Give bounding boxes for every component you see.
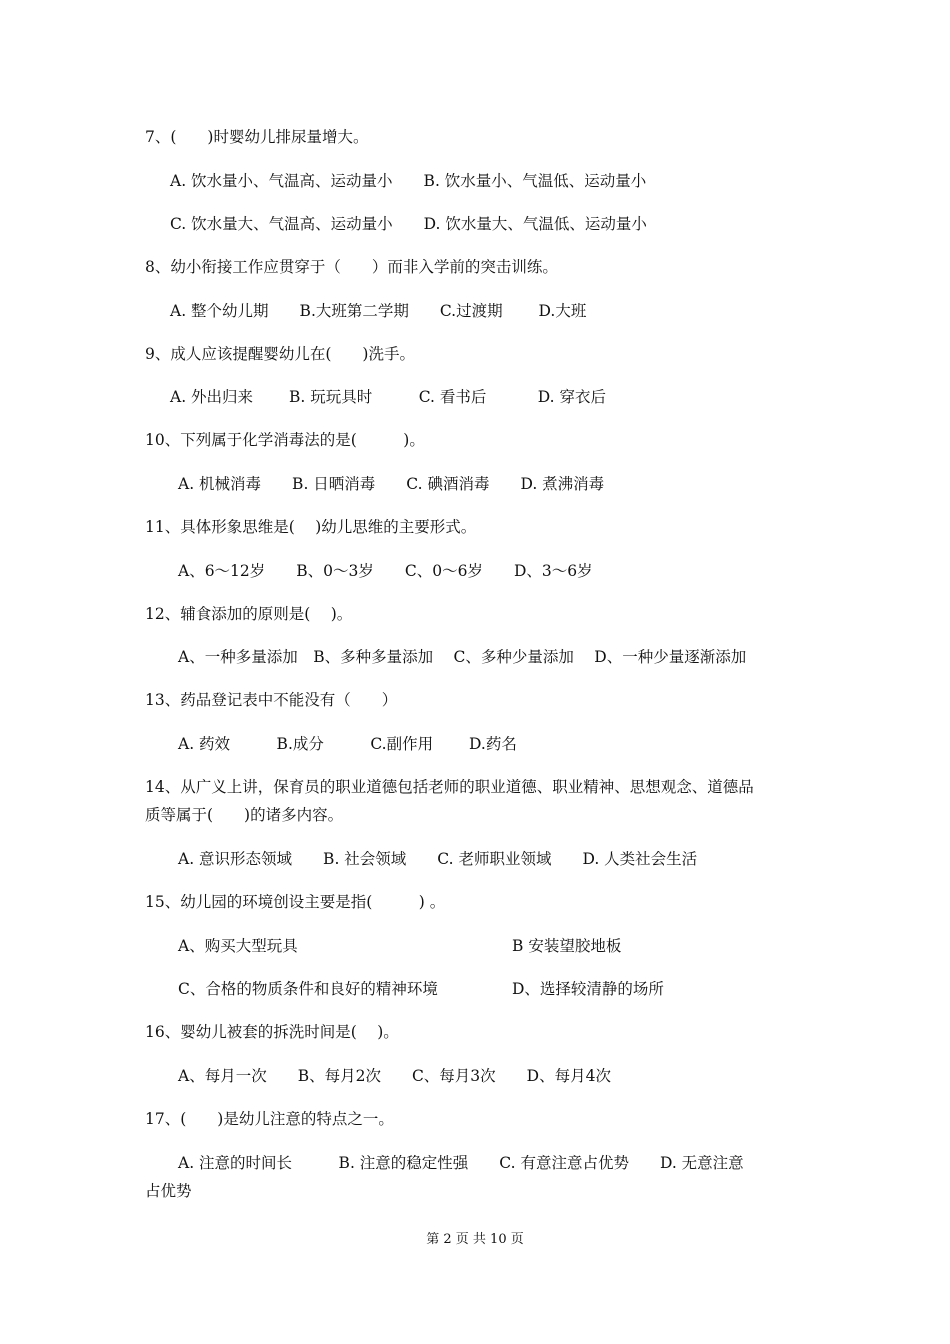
question-9-stem: 9、成人应该提醒婴幼儿在( )洗手。 bbox=[145, 345, 415, 363]
question-14-stem: 14、从广义上讲，保育员的职业道德包括老师的职业道德、职业精神、思想观念、道德品 bbox=[145, 778, 754, 796]
question-12-stem: 12、辅食添加的原则是( )。 bbox=[145, 605, 353, 623]
question-8-options: A. 整个幼儿期 B.大班第二学期 C.过渡期 D.大班 bbox=[170, 302, 587, 320]
question-15-option-a: A、购买大型玩具 bbox=[178, 937, 298, 955]
question-10-stem: 10、下列属于化学消毒法的是( )。 bbox=[145, 431, 425, 449]
question-11-stem: 11、具体形象思维是( )幼儿思维的主要形式。 bbox=[145, 518, 477, 536]
question-15-option-d: D、选择较清静的场所 bbox=[512, 980, 664, 998]
question-16-options: A、每月一次 B、每月2次 C、每月3次 D、每月4次 bbox=[178, 1067, 611, 1085]
question-11-options: A、6～12岁 B、0～3岁 C、0～6岁 D、3～6岁 bbox=[178, 562, 593, 580]
question-17-options-wrap: 占优势 bbox=[145, 1182, 192, 1200]
question-7-options-ab: A. 饮水量小、气温高、运动量小 B. 饮水量小、气温低、运动量小 bbox=[170, 172, 647, 190]
question-17-stem: 17、( )是幼儿注意的特点之一。 bbox=[145, 1110, 394, 1128]
question-7-options-cd: C. 饮水量大、气温高、运动量小 D. 饮水量大、气温低、运动量小 bbox=[170, 215, 647, 233]
question-15-stem: 15、幼儿园的环境创设主要是指( ) 。 bbox=[145, 893, 446, 911]
question-14-options: A. 意识形态领域 B. 社会领域 C. 老师职业领域 D. 人类社会生活 bbox=[178, 850, 698, 868]
question-10-options: A. 机械消毒 B. 日晒消毒 C. 碘酒消毒 D. 煮沸消毒 bbox=[178, 475, 605, 493]
question-16-stem: 16、婴幼儿被套的拆洗时间是( )。 bbox=[145, 1023, 399, 1041]
question-15-option-c: C、合格的物质条件和良好的精神环境 bbox=[178, 980, 438, 998]
question-9-options: A. 外出归来 B. 玩玩具时 C. 看书后 D. 穿衣后 bbox=[170, 388, 607, 406]
question-15-option-b: B 安装望胶地板 bbox=[512, 937, 622, 955]
question-8-stem: 8、幼小衔接工作应贯穿于（ ）而非入学前的突击训练。 bbox=[145, 258, 558, 276]
question-17-options: A. 注意的时间长 B. 注意的稳定性强 C. 有意注意占优势 D. 无意注意 bbox=[178, 1154, 744, 1172]
page-footer: 第 2 页 共 10 页 bbox=[426, 1232, 524, 1247]
question-14-stem-continued: 质等属于( )的诸多内容。 bbox=[145, 806, 344, 824]
question-12-options: A、一种多量添加 B、多种多量添加 C、多种少量添加 D、一种少量逐渐添加 bbox=[178, 648, 747, 666]
question-13-options: A. 药效 B.成分 C.副作用 D.药名 bbox=[178, 735, 517, 753]
question-7-stem: 7、( )时婴幼儿排尿量增大。 bbox=[145, 128, 369, 146]
question-13-stem: 13、药品登记表中不能没有（ ） bbox=[145, 691, 398, 709]
